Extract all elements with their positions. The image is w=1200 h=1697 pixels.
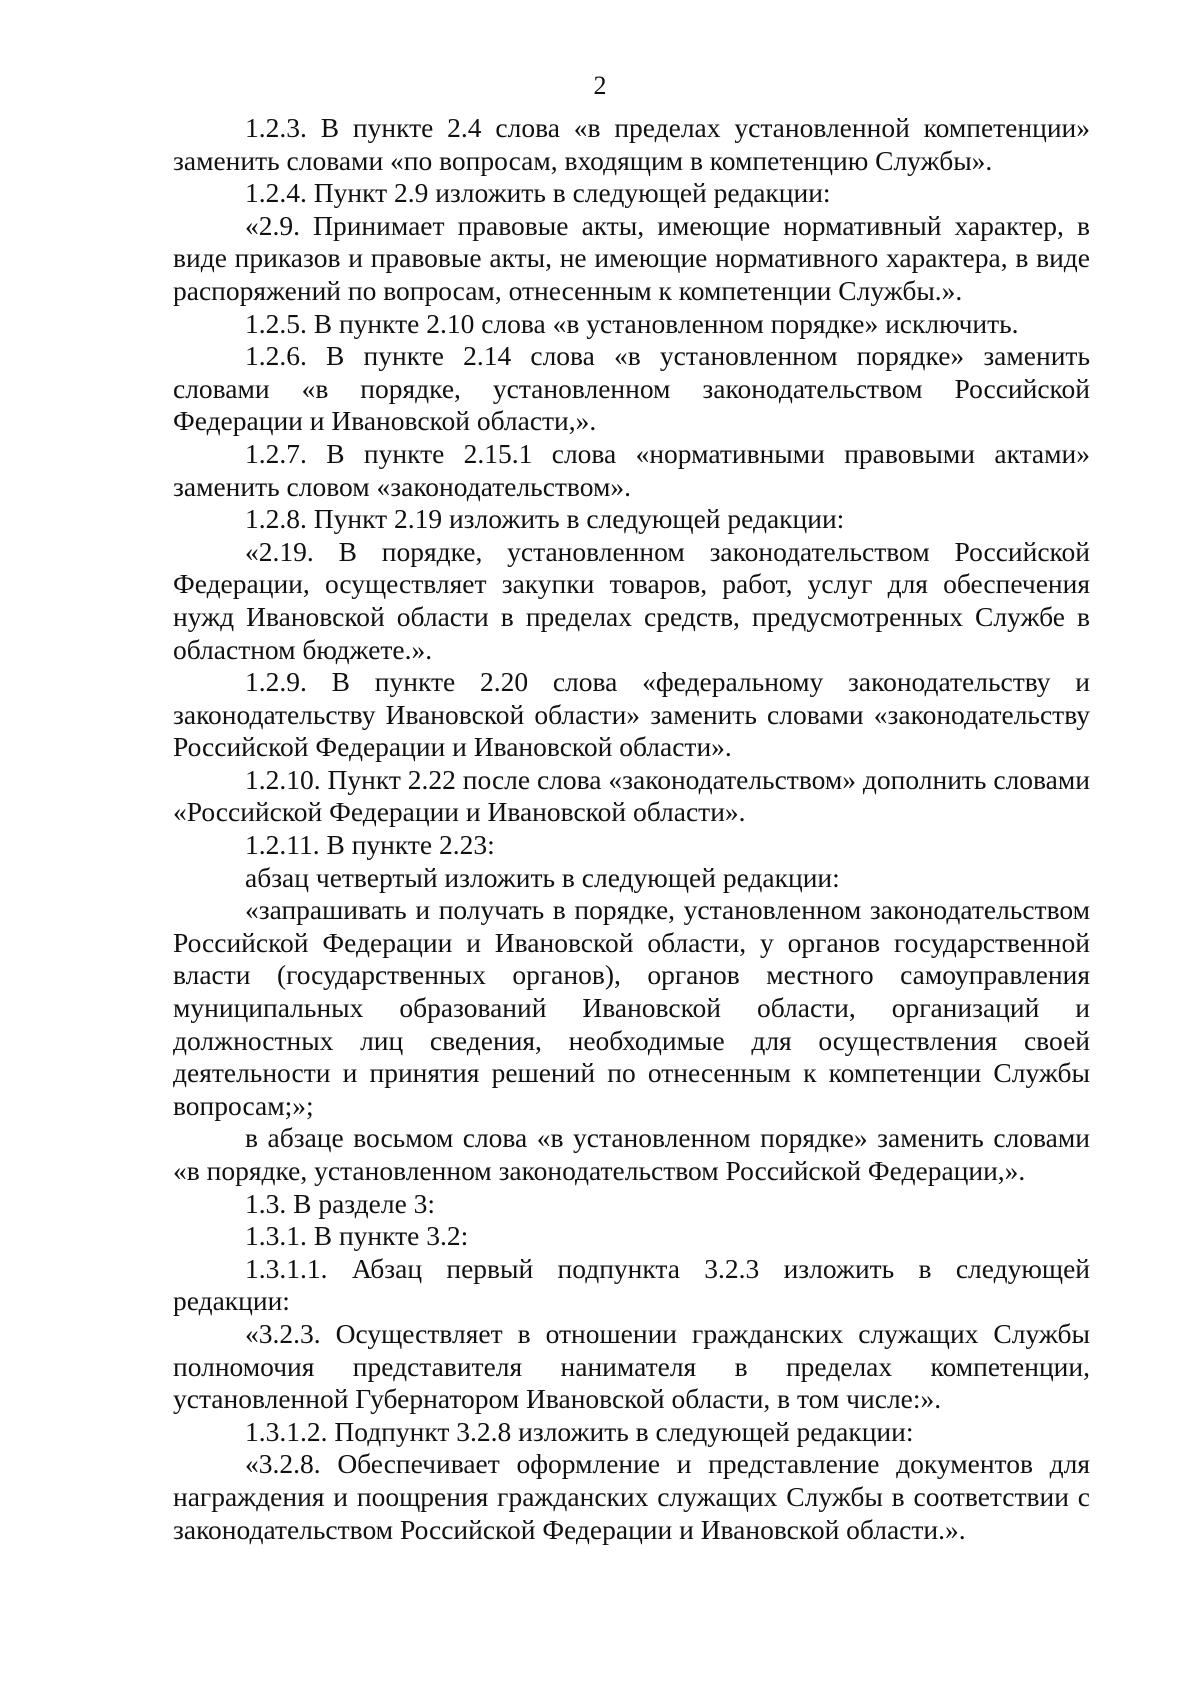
quote-zaprashivat: «запрашивать и получать в порядке, установленном законодательством Российской Федерации и Ивановской области, у органов государственной власти (государственных органов), органов местного самоуправления муниципальных образований Ивановской области, организаций и должностных лиц сведения, необходимые для осуществления своей деятельности и принятия решений по отнесенным к компетенции Службы вопросам;»; [173,894,1090,1121]
paragraph-abzac-8: в абзаце восьмом слова «в установленном порядке» заменить словами «в порядке, установленном законодательством Российской Федерации,». [173,1122,1090,1186]
document-body [173,112,1090,1546]
quote-3-2-8: «3.2.8. Обеспечивает оформление и представление документов для награждения и поощрения гражданских служащих Службы в соответствии с законодательством Российской Федерации и Ивановской области.». [173,1448,1090,1545]
paragraph-1-2-3: 1.2.3. В пункте 2.4 слова «в пределах установленной компетенции» заменить словами «по вопросам, входящим в компетенцию Службы». [173,112,1090,176]
paragraph-1-2-5: 1.2.5. В пункте 2.10 слова «в установленном порядке» исключить. [245,307,1019,339]
paragraph-1-2-9: 1.2.9. В пункте 2.20 слова «федеральному законодательству и законодательству Ивановской области» заменить словами «законодательству Российской Федерации и Ивановской области». [173,666,1090,763]
paragraph-1-2-6: 1.2.6. В пункте 2.14 слова «в установленном порядке» заменить словами «в порядке, установленном законодательством Российской Федерации и Ивановской области,». [173,340,1090,437]
page-number: 2 [593,71,607,100]
paragraph-1-2-11: 1.2.11. В пункте 2.23: [245,829,495,861]
paragraph-1-2-8: 1.2.8. Пункт 2.19 изложить в следующей редакции: [245,503,845,535]
paragraph-abzac-4: абзац четвертый изложить в следующей редакции: [245,861,840,893]
paragraph-1-3: 1.3. В разделе 3: [245,1187,436,1219]
paragraph-1-2-7: 1.2.7. В пункте 2.15.1 слова «нормативными правовыми актами» заменить словом «законодательством». [173,437,1090,502]
quote-2-9: «2.9. Принимает правовые акты, имеющие нормативный характер, в виде приказов и правовые акты, не имеющие нормативного характера, в виде распоряжений по вопросам, отнесенным к компетенции Службы.». [173,209,1090,306]
paragraph-1-3-1: 1.3.1. В пункте 3.2: [245,1220,469,1252]
quote-3-2-3: «3.2.3. Осуществляет в отношении гражданских служащих Службы полномочия представителя нанимателя в пределах компетенции, установленной Губернатором Ивановской области, в том числе:». [173,1317,1090,1415]
paragraph-1-3-1-1: 1.3.1.1. Абзац первый подпункта 3.2.3 изложить в следующей редакции: [173,1252,1090,1317]
paragraph-1-3-1-2: 1.3.1.2. Подпункт 3.2.8 изложить в следующей редакции: [245,1415,914,1447]
quote-2-19: «2.19. В порядке, установленном законодательством Российской Федерации, осуществляет закупки товаров, работ, услуг для обеспечения нужд Ивановской области в пределах средств, предусмотренных Службе в областном бюджете.». [173,535,1090,665]
paragraph-1-2-4: 1.2.4. Пункт 2.9 изложить в следующей редакции: [245,177,831,209]
paragraph-1-2-10: 1.2.10. Пункт 2.22 после слова «законодательством» дополнить словами «Российской Федерации и Ивановской области». [173,763,1090,828]
